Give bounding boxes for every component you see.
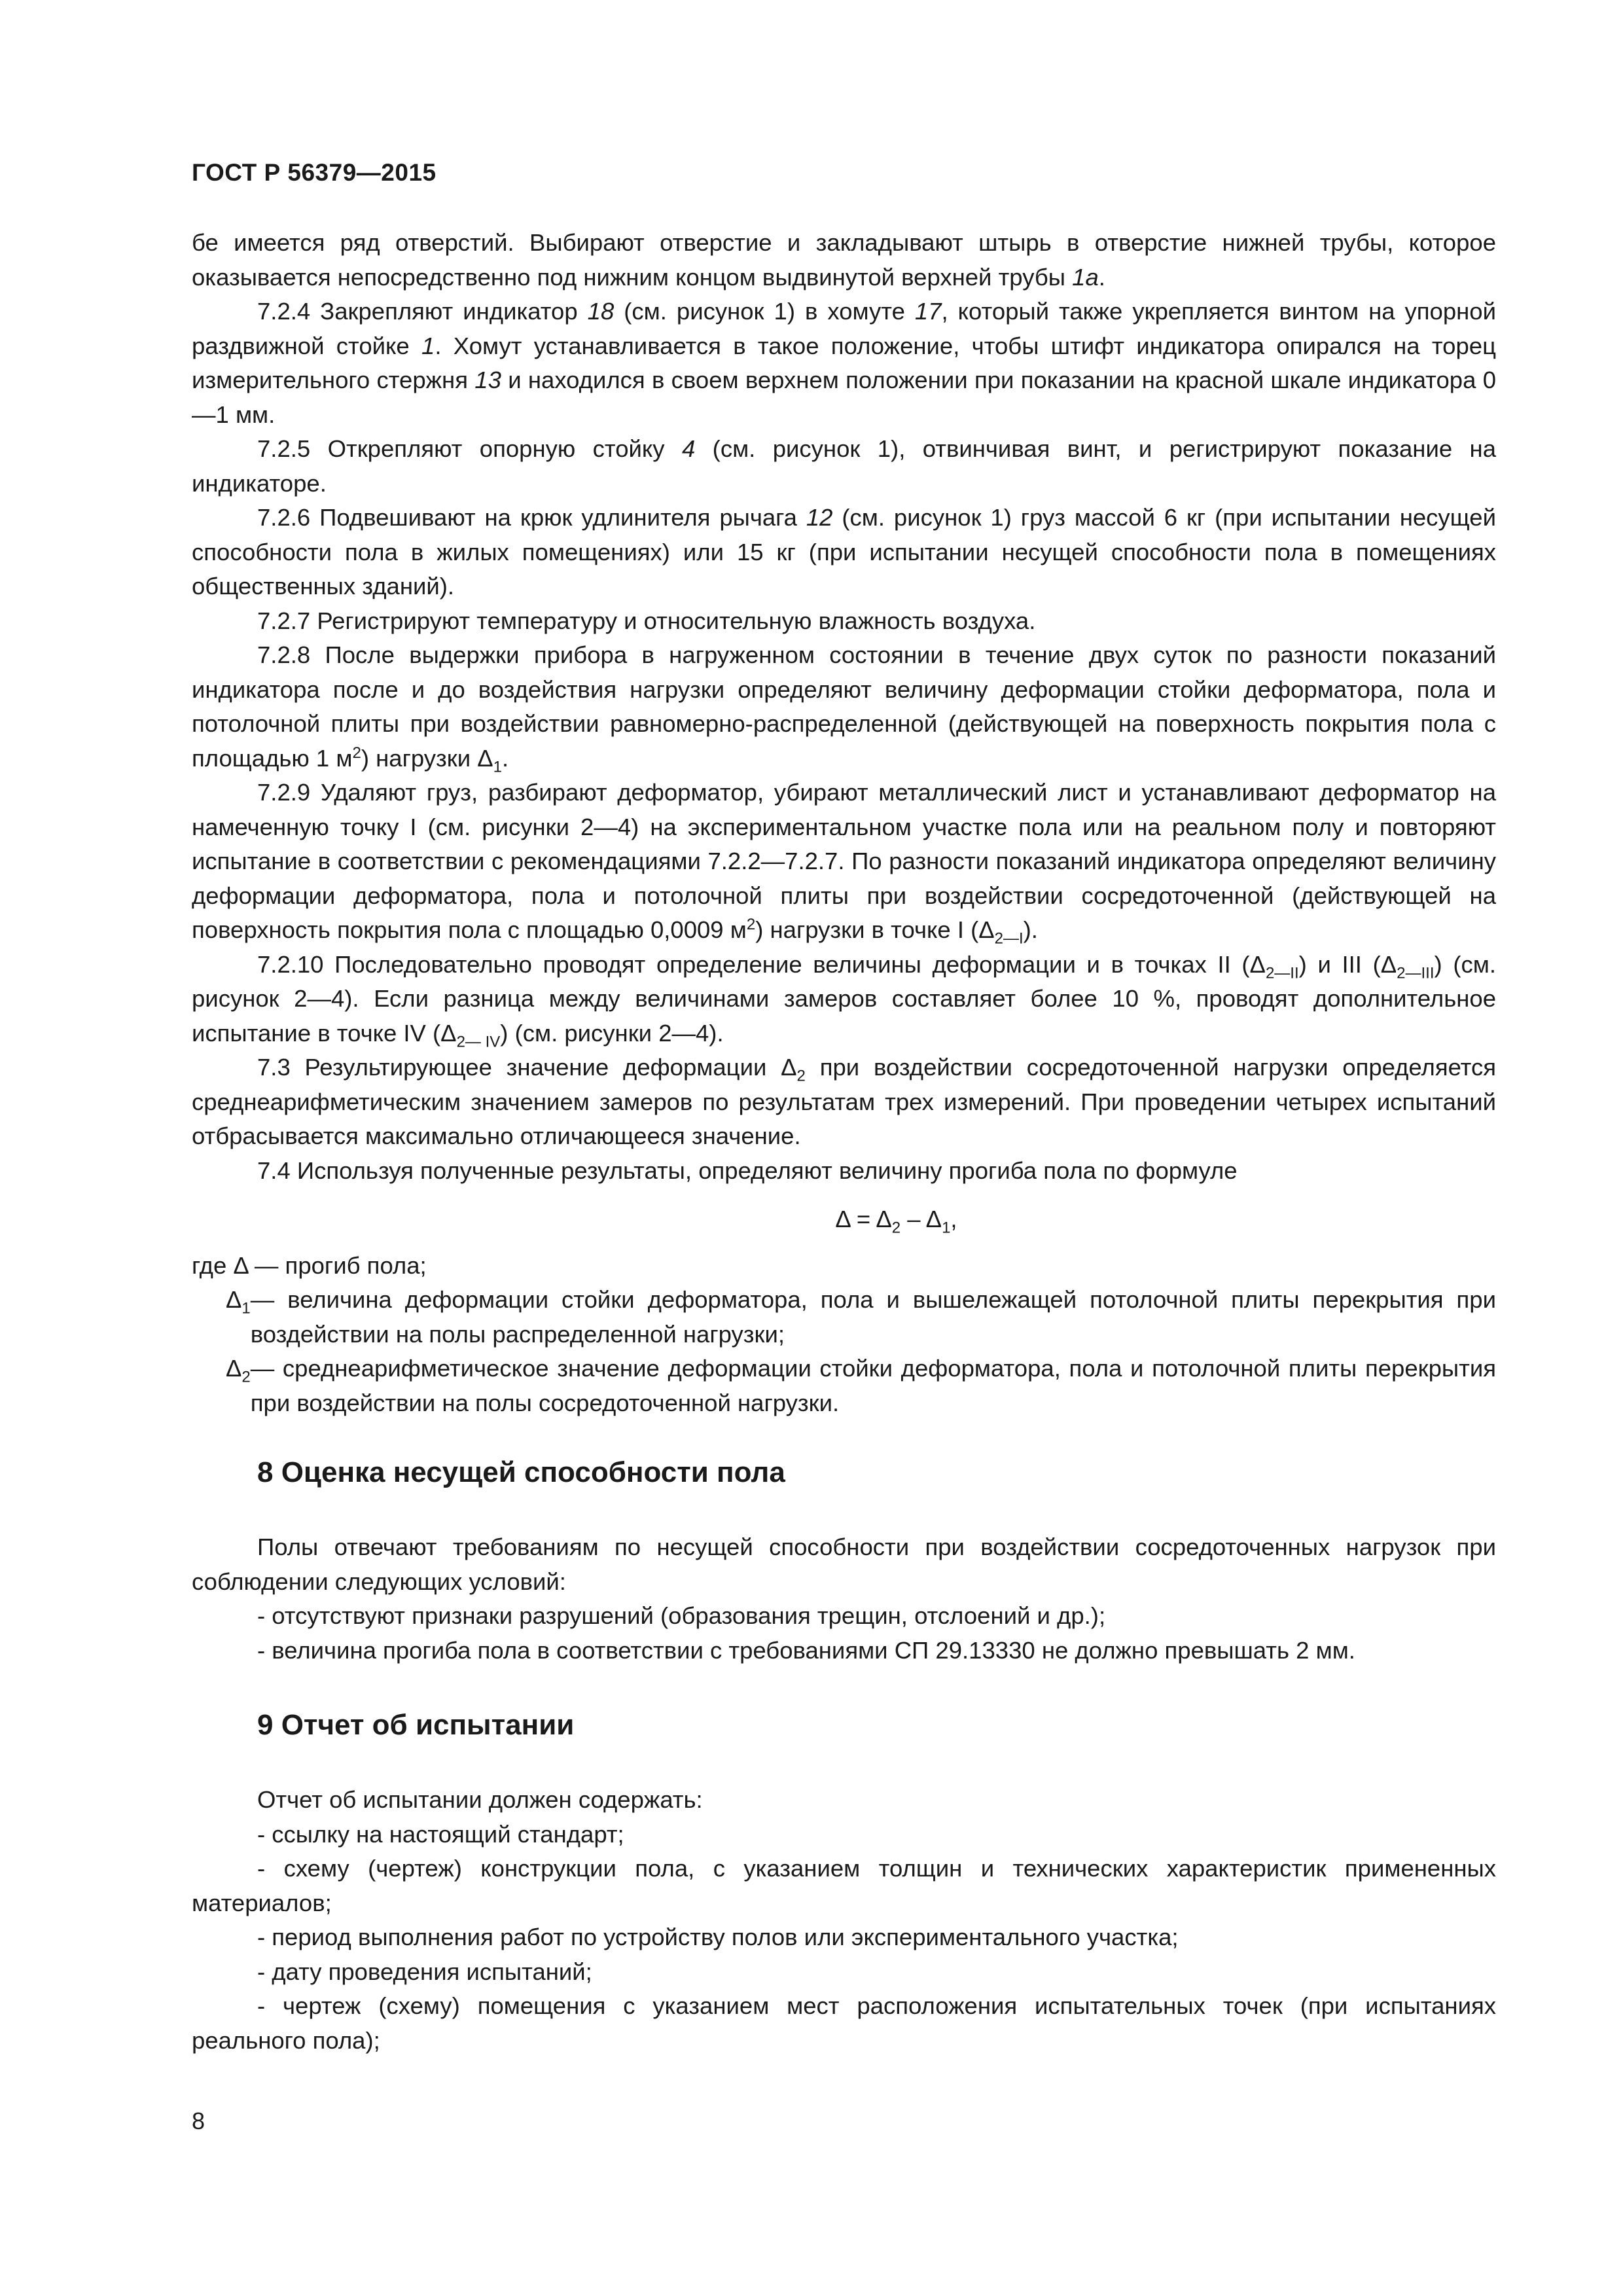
document-body (192, 226, 1496, 2058)
section-9-paragraph: Отчет об испытании должен содержать: (257, 1786, 703, 1813)
section-9-heading: 9 Отчет об испытании (257, 1709, 575, 1741)
paragraph-7-2-8: 7.2.8 После выдержки прибора в нагруженном состоянии в течение двух суток по разности показаний индикатора после и до воздействия нагрузки определяют величину деформации стойки деформатора, пола и потолочной плиты при воздействии равномерно-распределенной (действующей на поверхность покрытия пола с площадью 1 $м^2$) нагрузки $\Delta_1$. (192, 641, 1496, 776)
paragraph-7-2-10: 7.2.10 Последовательно проводят определение величины деформации и в точках II $(\Delta_{2—II})$ и III $(\Delta_{2—III})$ (см. рисунок 2—4). Если разница между величинами замеров составляет более 10 %, проводят дополнительное испытание в точке IV $(\Delta_{2— IV})$ (см. рисунки 2—4). (192, 950, 1496, 1050)
list-item: - схему (чертеж) конструкции пола, с указанием толщин и технических характеристик примененных материалов; (192, 1855, 1496, 1916)
list-item: - период выполнения работ по устройству полов или экспериментального участка; (257, 1924, 1179, 1950)
list-item: - чертеж (схему) помещения с указанием мест расположения испытательных точек (при испытаниях реального пола); (192, 1992, 1496, 2054)
list-item: - ссылку на настоящий стандарт; (257, 1820, 624, 1848)
paragraph-7-2-9: 7.2.9 Удаляют груз, разбирают деформатор, убирают металлический лист и устанавливают деформатор на намеченную точку I (см. рисунки 2—4) на экспериментальном участке пола или на реальном полу и повторяют испытание в соответствии с рекомендациями 7.2.2—7.2.7. По разности показаний индикатора определяют величину деформации деформатора, пола и потолочной плиты при воздействии сосредоточенной (действующей на поверхность покрытия пола с площадью 0,0009 $м^2$) нагрузки в точке I $(\Delta_{2—I})$. (192, 779, 1496, 948)
paragraph-7-3: 7.3 Результирующее значение деформации $\Delta_2$ при воздействии сосредоточенной нагрузки определяется среднеарифметическим значением замеров по результатам трех измерений. При проведении четырех испытаний отбрасывается максимально отличающееся значение. (192, 1054, 1496, 1149)
definition-delta-2: $\Delta_2$ — среднеарифметическое значение деформации стойки деформатора, пола и потолочной плиты перекрытия при воздействии на полы сосредоточенной нагрузки. (226, 1355, 1496, 1416)
paragraph-7-2-4: 7.2.4 Закрепляют индикатор 18 (см. рисунок 1) в хомуте 17, который также укрепляется винтом на упорной раздвижной стойке 1. Хомут устанавливается в такое положение, чтобы штифт индикатора опирался на торец измерительного стержня 13 и находился в своем верхнем положении при показании на красной шкале индикатора 0—1 мм. (192, 298, 1496, 428)
paragraph-7-2-5: 7.2.5 Открепляют опорную стойку 4 (см. рисунок 1), отвинчивая винт, и регистрируют показание на индикаторе. (192, 435, 1497, 497)
paragraph-7-2-7: 7.2.7 Регистрируют температуру и относительную влажность воздуха. (257, 607, 1036, 634)
list-item: - отсутствуют признаки разрушений (образования трещин, отслоений и др.); (257, 1602, 1106, 1629)
section-8-heading: 8 Оценка несущей способности пола (257, 1456, 785, 1488)
paragraph-continuation: бе имеется ряд отверстий. Выбирают отверстие и закладывают штырь в отверстие нижней трубы, которое оказывается непосредственно под нижним концом выдвинутой верхней трубы 1а. (192, 229, 1496, 291)
list-item: - дату проведения испытаний; (257, 1958, 592, 1985)
page-number: 8 (192, 2108, 205, 2134)
paragraph-7-4: 7.4 Используя полученные результаты, определяют величину прогиба пола по формуле (257, 1157, 1238, 1184)
paragraph-7-2-6: 7.2.6 Подвешивают на крюк удлинителя рычага 12 (см. рисунок 1) груз массой 6 кг (при испытании несущей способности пола в жилых помещениях) или 15 кг (при испытании несущей способности пола в помещениях общественных зданий). (192, 504, 1496, 600)
list-item: - величина прогиба пола в соответствии с требованиями СП 29.13330 не должно превышать 2 мм. (257, 1636, 1355, 1664)
section-8-paragraph: Полы отвечают требованиям по несущей способности при воздействии сосредоточенных нагрузок при соблюдении следующих условий: (192, 1534, 1496, 1595)
formula-where-line: где Δ — прогиб пола; (192, 1251, 427, 1279)
deflection-formula: $\Delta = \Delta_2 - \Delta_1$, (835, 1206, 957, 1237)
document-code-header: ГОСТ Р 56379—2015 (192, 159, 437, 186)
definition-delta-1: $\Delta_1$ — величина деформации стойки деформатора, пола и вышележащей потолочной плиты перекрытия при воздействии на полы распределенной нагрузки; (226, 1286, 1496, 1348)
